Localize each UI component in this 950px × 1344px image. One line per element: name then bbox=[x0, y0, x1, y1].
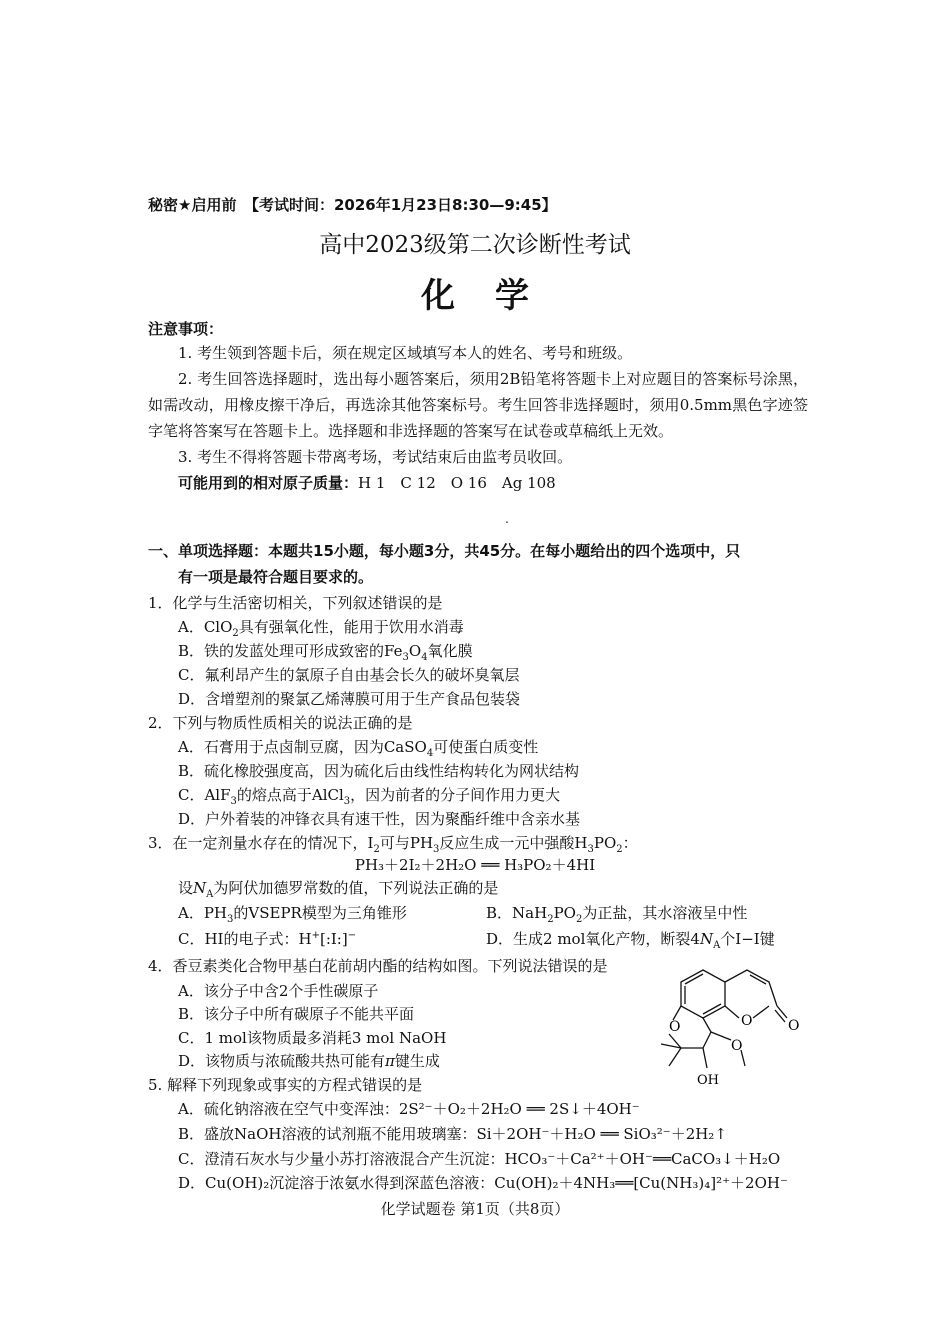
q1-option-c: C．氟利昂产生的氯原子自由基会长久的破坏臭氧层 bbox=[178, 666, 520, 684]
q5-option-a: A．硫化钠溶液在空气中变浑浊：2S²⁻＋O₂＋2H₂O ══ 2S↓＋4OH⁻ bbox=[178, 1100, 640, 1118]
subject-title: 化学 bbox=[421, 276, 569, 316]
q5-option-c: C．澄清石灰水与少量小苏打溶液混合产生沉淀：HCO₃⁻＋Ca²⁺＋OH⁻══CaCO₃↓＋H₂O bbox=[178, 1150, 781, 1168]
mol-oxygen-1: O bbox=[669, 1019, 681, 1035]
mol-hydroxyl: OH bbox=[697, 1073, 719, 1088]
q1-option-a: A．ClO$_2$具有强氧化性，能用于饮用水消毒 bbox=[178, 618, 464, 639]
q3-option-d: D．生成2 mol氧化产物，断裂$4N_A$个I−I键 bbox=[486, 930, 775, 951]
atomic-mass-label: 可能用到的相对原子质量： bbox=[178, 474, 359, 492]
page-footer: 化学试题卷 第1页（共8页） bbox=[380, 1200, 570, 1218]
benzene-ring bbox=[681, 970, 725, 1018]
q4-option-b: B．该分子中所有碳原子不能共平面 bbox=[178, 1005, 415, 1023]
q3-option-a: A．$PH_3$的VSEPR模型为三角锥形 bbox=[178, 904, 407, 925]
coumarin-structure-diagram bbox=[655, 962, 815, 1102]
section-1-heading bbox=[148, 538, 812, 590]
atomic-mass-values: H 1 C 12 O 16 Ag 108 bbox=[358, 474, 556, 492]
q4-option-d: D．该物质与浓硫酸共热可能有π键生成 bbox=[178, 1052, 440, 1070]
q2-option-b: B．硫化橡胶强度高，因为硫化后由线性结构转化为网状结构 bbox=[178, 762, 580, 780]
q3-option-c: C．HI的电子式：H+[:I:]− bbox=[178, 930, 357, 948]
q3-equation: PH₃＋2I₂＋2H₂O ══ H₃PO₂＋4HI bbox=[354, 856, 596, 874]
q2-option-d: D．户外着装的冲锋衣具有速干性，因为聚酯纤维中含亲水基 bbox=[178, 810, 581, 828]
q5-option-d: D．Cu(OH)₂沉淀溶于浓氨水得到深蓝色溶液：Cu(OH)₂＋4NH₃══[Cu(NH₃)₄]²⁺＋2OH⁻ bbox=[178, 1174, 788, 1192]
notice-heading: 注意事项： bbox=[148, 320, 224, 338]
notice-item-2: 2. 考生回答选择题时，选出每小题答案后，须用2B铅笔将答题卡上对应题目的答案标号涂黑，如需改动，用橡皮擦干净后，再选涂其他答案标号。考生回答非选择题时，须用0.5mm黑色字迹签字笔将答案写在答题卡上。选择题和非选择题的答案写在试卷或草稿纸上无效。 bbox=[148, 370, 808, 440]
exam-title: 高中2023级第二次诊断性考试 bbox=[319, 232, 631, 258]
q4-option-a: A．该分子中含2个手性碳原子 bbox=[178, 982, 379, 1000]
q4-stem: 4．香豆素类化合物甲基白花前胡内酯的结构如图。下列说法错误的是 bbox=[148, 957, 608, 975]
mol-oxygen-3: O bbox=[788, 1018, 800, 1034]
q5-option-b: B．盛放NaOH溶液的试剂瓶不能用玻璃塞：Si＋2OH⁻＋H₂O ══ SiO₃²⁻＋2H₂↑ bbox=[178, 1125, 727, 1143]
q2-option-a: A．石膏用于点卤制豆腐，因为CaSO$_4$可使蛋白质变性 bbox=[178, 738, 539, 759]
q3-intro: 设$N_A$为阿伏加德罗常数的值，下列说法正确的是 bbox=[178, 879, 499, 900]
atomic-mass-line bbox=[178, 472, 556, 493]
notice-item-3: 3. 考生不得将答题卡带离考场，考试结束后由监考员收回。 bbox=[178, 448, 573, 466]
mol-oxygen-4: O bbox=[731, 1038, 743, 1054]
q3-option-b: B．$NaH_2PO_2$为正盐，其水溶液呈中性 bbox=[486, 904, 748, 925]
section-1-line-1: 一、单项选择题：本题共15小题，每小题3分，共45分。在每小题给出的四个选项中，只 bbox=[148, 542, 741, 560]
q2-stem: 2．下列与物质性质相关的说法正确的是 bbox=[148, 714, 413, 732]
stray-dot: . bbox=[505, 512, 509, 526]
q1-stem: 1．化学与生活密切相关，下列叙述错误的是 bbox=[148, 594, 443, 612]
section-1-line-2: 有一项是最符合题目要求的。 bbox=[178, 568, 374, 586]
notice-item-1: 1. 考生领到答题卡后，须在规定区域填写本人的姓名、考号和班级。 bbox=[178, 344, 633, 362]
q5-stem: 5. 解释下列现象或事实的方程式错误的是 bbox=[148, 1076, 423, 1094]
q3-stem: 3．在一定剂量水存在的情况下，$I_2$可与$PH_3$反应生成一元中强酸$H_3PO_2$： bbox=[148, 834, 638, 855]
q1-option-d: D．含增塑剂的聚氯乙烯薄膜可用于生产食品包装袋 bbox=[178, 690, 521, 708]
q2-option-c: C．AlF$_3$的熔点高于AlCl$_3$，因为前者的分子间作用力更大 bbox=[178, 786, 561, 807]
secret-header: 秘密★启用前 【考试时间：2026年1月23日8:30—9:45】 bbox=[148, 196, 557, 214]
q1-option-b: B．铁的发蓝处理可形成致密的$Fe_3O_4$氧化膜 bbox=[178, 642, 473, 663]
mol-oxygen-2: O bbox=[741, 1013, 753, 1029]
q4-option-c: C．1 mol该物质最多消耗3 mol NaOH bbox=[178, 1029, 447, 1047]
